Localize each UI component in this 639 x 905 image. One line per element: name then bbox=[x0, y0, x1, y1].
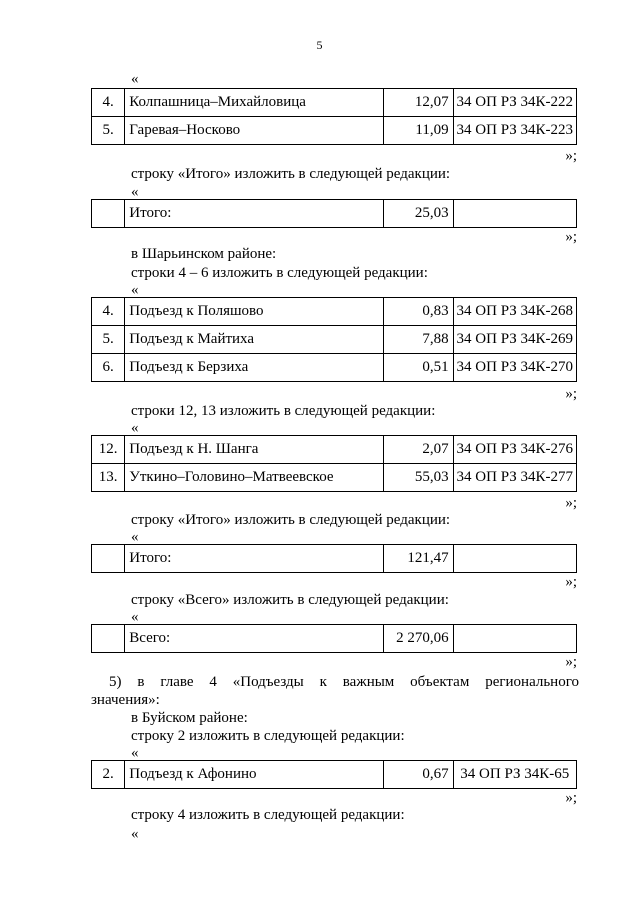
paragraph-5: 5) в главе 4 «Подъезды к важным объектам регионального bbox=[109, 674, 579, 690]
row-number: 5. bbox=[92, 326, 125, 354]
table-row bbox=[92, 117, 577, 145]
road-code: 34 ОП РЗ 34К-277 bbox=[453, 464, 576, 492]
table-row bbox=[92, 625, 577, 653]
instruction-text: строку «Итого» изложить в следующей редакции: bbox=[131, 166, 451, 182]
row-number bbox=[92, 625, 125, 653]
table-row bbox=[92, 761, 577, 789]
grand-total-table bbox=[91, 624, 577, 653]
road-length: 12,07 bbox=[383, 89, 453, 117]
close-quote: »; bbox=[565, 229, 577, 245]
road-name: Подъезд к Майтиха bbox=[125, 326, 384, 354]
row-number: 13. bbox=[92, 464, 125, 492]
paragraph-5-continued: значения»: bbox=[91, 692, 160, 708]
row-number bbox=[92, 545, 125, 573]
page-number: 5 bbox=[316, 38, 323, 52]
open-quote: « bbox=[131, 745, 139, 761]
road-name: Колпашница–Михайловица bbox=[125, 89, 384, 117]
table-row bbox=[92, 436, 577, 464]
instruction-text: строки 4 – 6 изложить в следующей редакции: bbox=[131, 265, 428, 281]
row-number: 4. bbox=[92, 298, 125, 326]
row-number bbox=[92, 200, 125, 228]
road-name: Подъезд к Н. Шанга bbox=[125, 436, 384, 464]
open-quote: « bbox=[131, 71, 139, 87]
road-code: 34 ОП РЗ 34К-270 bbox=[453, 354, 576, 382]
road-name: Всего: bbox=[125, 625, 384, 653]
road-length: 2 270,06 bbox=[383, 625, 453, 653]
instruction-text: строку 4 изложить в следующей редакции: bbox=[131, 807, 405, 823]
road-code: 34 ОП РЗ 34К-65 bbox=[453, 761, 576, 789]
table-row bbox=[92, 354, 577, 382]
open-quote: « bbox=[131, 609, 139, 625]
row-number: 2. bbox=[92, 761, 125, 789]
road-code bbox=[453, 625, 576, 653]
open-quote: « bbox=[131, 826, 139, 842]
road-name: Подъезд к Афонино bbox=[125, 761, 384, 789]
table-row bbox=[92, 326, 577, 354]
road-table bbox=[91, 297, 577, 382]
road-length: 0,67 bbox=[383, 761, 453, 789]
instruction-text: строки 12, 13 изложить в следующей редакции: bbox=[131, 403, 436, 419]
road-table bbox=[91, 88, 577, 145]
row-number: 5. bbox=[92, 117, 125, 145]
table-row bbox=[92, 298, 577, 326]
road-length: 2,07 bbox=[383, 436, 453, 464]
close-quote: »; bbox=[565, 574, 577, 590]
road-name: Итого: bbox=[125, 545, 384, 573]
open-quote: « bbox=[131, 529, 139, 545]
row-number: 4. bbox=[92, 89, 125, 117]
road-name: Подъезд к Поляшово bbox=[125, 298, 384, 326]
road-length: 25,03 bbox=[383, 200, 453, 228]
road-code: 34 ОП РЗ 34К-269 bbox=[453, 326, 576, 354]
district-heading: в Шарьинском районе: bbox=[131, 246, 277, 262]
road-name: Уткино–Головино–Матвеевское bbox=[125, 464, 384, 492]
road-code bbox=[453, 200, 576, 228]
road-code: 34 ОП РЗ 34К-223 bbox=[453, 117, 576, 145]
close-quote: »; bbox=[565, 790, 577, 806]
table-row bbox=[92, 464, 577, 492]
road-length: 7,88 bbox=[383, 326, 453, 354]
road-table bbox=[91, 760, 577, 789]
road-length: 121,47 bbox=[383, 545, 453, 573]
road-code: 34 ОП РЗ 34К-276 bbox=[453, 436, 576, 464]
road-code: 34 ОП РЗ 34К-268 bbox=[453, 298, 576, 326]
open-quote: « bbox=[131, 420, 139, 436]
instruction-text: строку 2 изложить в следующей редакции: bbox=[131, 728, 405, 744]
close-quote: »; bbox=[565, 148, 577, 164]
row-number: 12. bbox=[92, 436, 125, 464]
road-name: Итого: bbox=[125, 200, 384, 228]
road-code bbox=[453, 545, 576, 573]
row-number: 6. bbox=[92, 354, 125, 382]
road-table bbox=[91, 435, 577, 492]
close-quote: »; bbox=[565, 654, 577, 670]
road-code: 34 ОП РЗ 34К-222 bbox=[453, 89, 576, 117]
road-name: Гаревая–Носково bbox=[125, 117, 384, 145]
open-quote: « bbox=[131, 184, 139, 200]
close-quote: »; bbox=[565, 386, 577, 402]
road-length: 11,09 bbox=[383, 117, 453, 145]
district-heading: в Буйском районе: bbox=[131, 710, 248, 726]
table-row bbox=[92, 200, 577, 228]
total-table bbox=[91, 544, 577, 573]
close-quote: »; bbox=[565, 495, 577, 511]
table-row bbox=[92, 89, 577, 117]
total-table bbox=[91, 199, 577, 228]
road-name: Подъезд к Берзиха bbox=[125, 354, 384, 382]
open-quote: « bbox=[131, 282, 139, 298]
instruction-text: строку «Итого» изложить в следующей редакции: bbox=[131, 512, 451, 528]
instruction-text: строку «Всего» изложить в следующей редакции: bbox=[131, 592, 449, 608]
road-length: 0,83 bbox=[383, 298, 453, 326]
road-length: 55,03 bbox=[383, 464, 453, 492]
road-length: 0,51 bbox=[383, 354, 453, 382]
table-row bbox=[92, 545, 577, 573]
